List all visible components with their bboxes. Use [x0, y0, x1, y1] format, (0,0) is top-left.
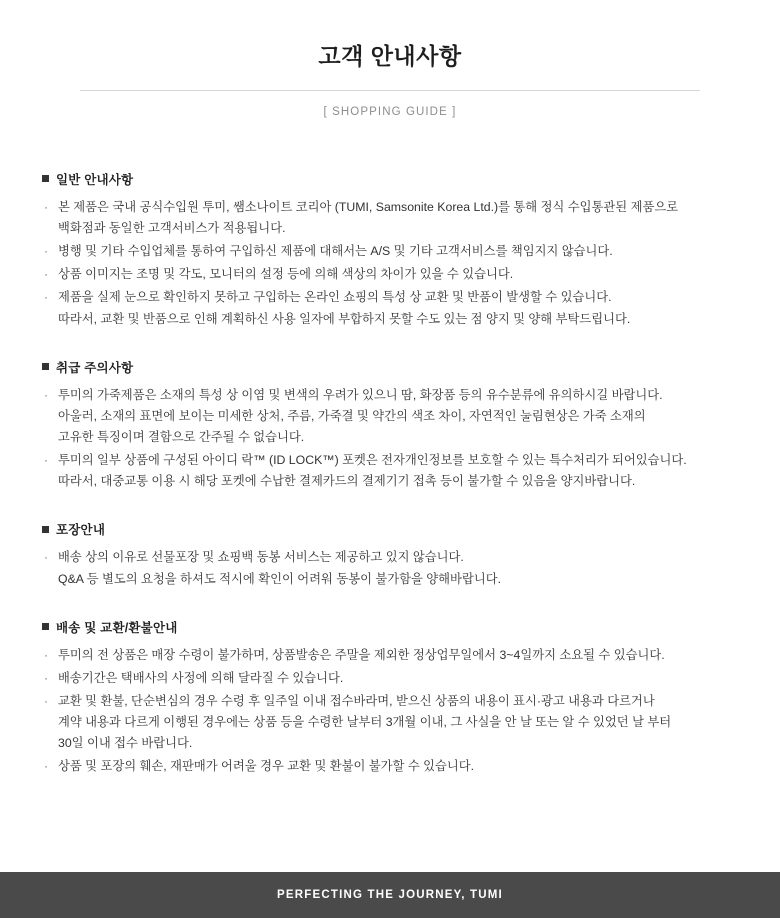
- square-bullet-icon: [42, 175, 49, 182]
- title-divider: [80, 90, 700, 91]
- section-items: [42, 645, 742, 778]
- square-bullet-icon: [42, 623, 49, 630]
- list-item-line: 본 제품은 국내 공식수입원 투미, 쌤소나이트 코리아 (TUMI, Samsonite Korea Ltd.)를 통해 정식 수입통관된 제품으로: [58, 199, 679, 214]
- list-item-line: 투미의 가죽제품은 소재의 특성 상 이염 및 변색의 우려가 있으니 땀, 화장품 등의 유수분류에 유의하시길 바랍니다.: [58, 387, 663, 402]
- square-bullet-icon: [42, 526, 49, 533]
- middot-bullet-icon: ·: [44, 453, 48, 468]
- middot-bullet-icon: ·: [44, 550, 48, 565]
- list-item-line: 배송기간은 택배사의 사정에 의해 달라질 수 있습니다.: [58, 670, 344, 685]
- list-item: [42, 547, 742, 589]
- list-item-line: 30일 이내 접수 바랍니다.: [58, 736, 193, 751]
- list-item-line: 따라서, 대중교통 이용 시 해당 포켓에 수납한 결제카드의 결제기기 접촉 등이 불가할 수 있음을 양지바랍니다.: [58, 474, 636, 489]
- list-item-line: 교환 및 환불, 단순변심의 경우 수령 후 일주일 이내 접수바라며, 받으신 상품의 내용이 표시·광고 내용과 다르거나: [58, 694, 655, 708]
- guide-section: [42, 520, 742, 589]
- list-item: [42, 287, 742, 329]
- list-item-line: 배송 상의 이유로 선물포장 및 쇼핑백 동봉 서비스는 제공하고 있지 않습니다.: [58, 550, 464, 565]
- section-items: [42, 385, 742, 493]
- guide-sections: [0, 170, 780, 778]
- list-item-line: 투미의 전 상품은 매장 수령이 불가하며, 상품발송은 주말을 제외한 정상업무일에서 3~4일까지 소요될 수 있습니다.: [58, 647, 665, 662]
- list-item: [42, 691, 742, 754]
- section-title: 포장안내: [56, 523, 106, 538]
- section-items: [42, 197, 742, 330]
- middot-bullet-icon: ·: [44, 290, 48, 305]
- list-item: [42, 264, 742, 285]
- footer-bar: [0, 872, 780, 918]
- middot-bullet-icon: ·: [44, 759, 48, 774]
- section-title: 배송 및 교환/환불안내: [56, 620, 178, 635]
- list-item: [42, 197, 742, 239]
- list-item-line: 따라서, 교환 및 반품으로 인해 계획하신 사용 일자에 부합하지 못할 수도 있는 점 양지 및 양해 부탁드립니다.: [58, 311, 631, 326]
- list-item: [42, 450, 742, 492]
- middot-bullet-icon: ·: [44, 647, 48, 662]
- list-item-line: 백화점과 동일한 고객서비스가 적용됩니다.: [58, 221, 286, 236]
- guide-section: [42, 170, 742, 330]
- page-title: 고객 안내사항: [318, 43, 462, 69]
- section-heading: [42, 618, 742, 636]
- list-item: [42, 668, 742, 689]
- guide-section: [42, 618, 742, 778]
- middot-bullet-icon: ·: [44, 267, 48, 282]
- list-item-line: 상품 이미지는 조명 및 각도, 모니터의 설정 등에 의해 색상의 차이가 있을 수 있습니다.: [58, 267, 514, 282]
- list-item: [42, 756, 742, 777]
- list-item-line: Q&A 등 별도의 요청을 하셔도 적시에 확인이 어려워 동봉이 불가함을 양해바랍니다.: [58, 571, 501, 586]
- list-item-line: 계약 내용과 다르게 이행된 경우에는 상품 등을 수령한 날부터 3개월 이내, 그 사실을 안 날 또는 알 수 있었던 날 부터: [58, 715, 672, 730]
- page-subtitle: [ SHOPPING GUIDE ]: [323, 105, 457, 118]
- list-item-line: 고유한 특징이며 결함으로 간주될 수 없습니다.: [58, 430, 305, 445]
- list-item-line: 상품 및 포장의 훼손, 재판매가 어려울 경우 교환 및 환불이 불가할 수 있습니다.: [58, 759, 475, 774]
- middot-bullet-icon: ·: [44, 694, 48, 708]
- footer-slogan: PERFECTING THE JOURNEY, TUMI: [277, 889, 503, 901]
- list-item-line: 병행 및 기타 수입업체를 통하여 구입하신 제품에 대해서는 A/S 및 기타 고객서비스를 책임지지 않습니다.: [58, 244, 613, 259]
- square-bullet-icon: [42, 363, 49, 370]
- middot-bullet-icon: ·: [44, 670, 48, 685]
- list-item: [42, 241, 742, 262]
- section-title: 일반 안내사항: [56, 172, 134, 187]
- section-heading: [42, 520, 742, 538]
- section-title: 취급 주의사항: [56, 360, 134, 375]
- middot-bullet-icon: ·: [44, 387, 48, 402]
- section-heading: [42, 358, 742, 376]
- middot-bullet-icon: ·: [44, 244, 48, 259]
- list-item: [42, 645, 742, 666]
- guide-section: [42, 358, 742, 493]
- middot-bullet-icon: ·: [44, 199, 48, 214]
- list-item: [42, 385, 742, 448]
- section-items: [42, 547, 742, 589]
- document-header: [0, 0, 780, 118]
- list-item-line: 투미의 일부 상품에 구성된 아이디 락™ (ID LOCK™) 포켓은 전자개인정보를 보호할 수 있는 특수처리가 되어있습니다.: [58, 453, 687, 468]
- section-heading: [42, 170, 742, 188]
- list-item-line: 아울러, 소재의 표면에 보이는 미세한 상처, 주름, 가죽결 및 약간의 색조 차이, 자연적인 눌림현상은 가죽 소재의: [58, 408, 646, 423]
- list-item-line: 제품을 실제 눈으로 확인하지 못하고 구입하는 온라인 쇼핑의 특성 상 교환 및 반품이 발생할 수 있습니다.: [58, 290, 612, 305]
